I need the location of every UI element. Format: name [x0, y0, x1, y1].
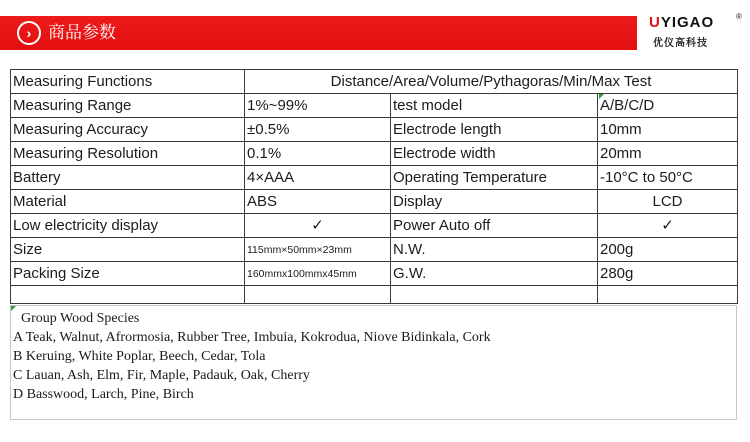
corner-marker-icon: [599, 94, 604, 99]
spec-label: Size: [11, 238, 245, 262]
species-line: A Teak, Walnut, Afrormosia, Rubber Tree, Imbuia, Kokrodua, Niove Bidinkala, Cork: [13, 330, 491, 345]
empty-cell: [598, 286, 738, 304]
table-row: [11, 94, 738, 118]
spec-label: Low electricity display: [11, 214, 245, 238]
section-title: 商品参数: [48, 23, 116, 43]
spec-label: Measuring Resolution: [11, 142, 245, 166]
spec-label: Electrode width: [391, 142, 598, 166]
spec-value: 160mmx100mmx45mm: [245, 262, 391, 286]
spec-value: 280g: [598, 262, 738, 286]
spec-label: Battery: [11, 166, 245, 190]
checkmark-icon: ✓: [598, 214, 738, 238]
spec-value: ±0.5%: [245, 118, 391, 142]
spec-value: 20mm: [598, 142, 738, 166]
spec-table: [10, 69, 738, 304]
spec-label: Measuring Range: [11, 94, 245, 118]
brand-name: UYIGAO: [649, 14, 715, 31]
spec-label: N.W.: [391, 238, 598, 262]
spec-value: 0.1%: [245, 142, 391, 166]
spec-value: 10mm: [598, 118, 738, 142]
table-row: [11, 190, 738, 214]
spec-label: Packing Size: [11, 262, 245, 286]
spec-label: Display: [391, 190, 598, 214]
table-row: [11, 142, 738, 166]
spec-label: Material: [11, 190, 245, 214]
spec-value: A/B/C/D: [598, 94, 738, 118]
table-row: [11, 262, 738, 286]
checkmark-icon: ✓: [245, 214, 391, 238]
wood-species-box: [10, 305, 737, 420]
spec-value: 1%~99%: [245, 94, 391, 118]
empty-cell: [245, 286, 391, 304]
spec-value: 200g: [598, 238, 738, 262]
spec-label: Measuring Functions: [11, 70, 245, 94]
table-row: [11, 70, 738, 94]
table-row: [11, 214, 738, 238]
spec-label: Measuring Accuracy: [11, 118, 245, 142]
spec-label: test model: [391, 94, 598, 118]
species-line: C Lauan, Ash, Elm, Fir, Maple, Padauk, Oak, Cherry: [13, 368, 310, 383]
table-row: [11, 118, 738, 142]
spec-value: ABS: [245, 190, 391, 214]
empty-cell: [391, 286, 598, 304]
species-line: D Basswood, Larch, Pine, Birch: [13, 387, 194, 402]
table-row: [11, 238, 738, 262]
table-row: [11, 166, 738, 190]
spec-label: Electrode length: [391, 118, 598, 142]
empty-cell: [11, 286, 245, 304]
spec-label: Operating Temperature: [391, 166, 598, 190]
spec-value: -10°C to 50°C: [598, 166, 738, 190]
spec-label: Power Auto off: [391, 214, 598, 238]
table-row-empty: [11, 286, 738, 304]
registered-mark: ®: [736, 12, 742, 21]
species-heading: Group Wood Species: [21, 311, 140, 326]
brand-subtitle: 优仪高科技: [653, 38, 708, 49]
spec-value: 4×AAA: [245, 166, 391, 190]
spec-label: G.W.: [391, 262, 598, 286]
corner-marker-icon: [11, 306, 16, 311]
spec-value: Distance/Area/Volume/Pythagoras/Min/Max Test: [245, 70, 738, 94]
species-line: B Keruing, White Poplar, Beech, Cedar, Tola: [13, 349, 266, 364]
brand-name-rest: YIGAO: [660, 14, 715, 31]
spec-value: LCD: [598, 190, 738, 214]
chevron-right-circle-icon: ›: [17, 21, 41, 45]
brand-logo: [637, 12, 750, 53]
spec-value: 115mm×50mm×23mm: [245, 238, 391, 262]
